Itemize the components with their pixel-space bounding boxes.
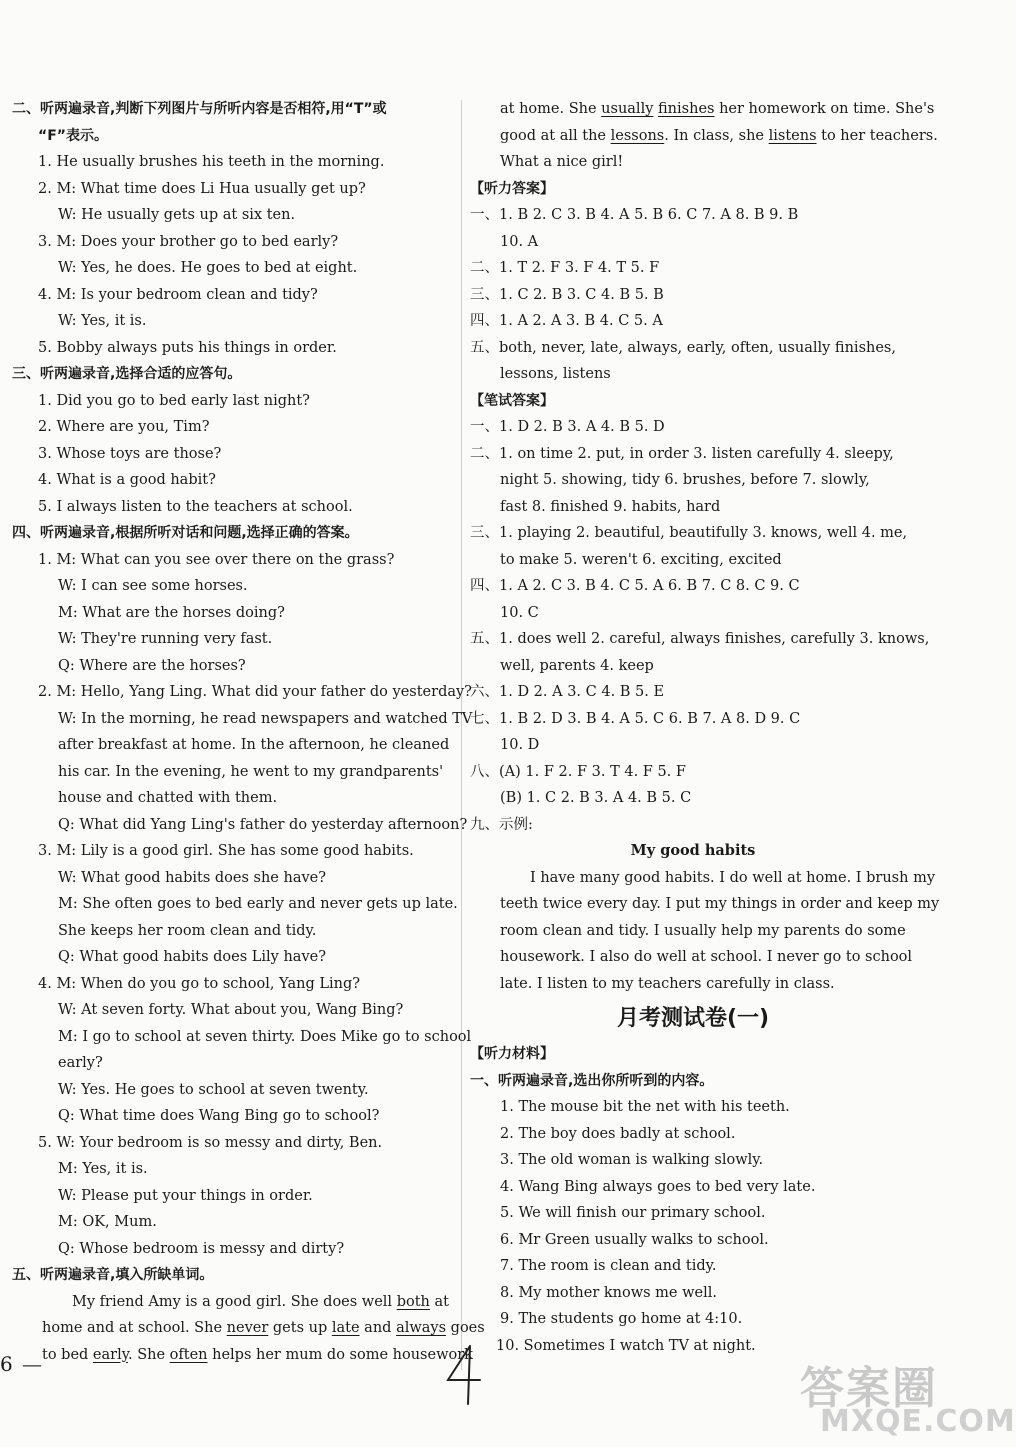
right-line: 7. The room is clean and tidy. xyxy=(500,1258,717,1274)
right-line: 【听力答案】 xyxy=(470,180,554,197)
right-line: 10. C xyxy=(500,604,539,621)
right-line: late. I listen to my teachers carefully in class. xyxy=(500,975,835,992)
right-line: 5. We will finish our primary school. xyxy=(500,1205,766,1221)
right-line: 4. Wang Bing always goes to bed very late. xyxy=(500,1178,816,1195)
text-segment: goes xyxy=(446,1320,485,1336)
right-line: My good habits xyxy=(630,842,756,859)
right-line: 一、1. D 2. B 3. A 4. B 5. D xyxy=(470,419,665,435)
left-line: Q: Where are the horses? xyxy=(58,657,246,674)
left-line: 1. Did you go to bed early last night? xyxy=(38,392,310,409)
right-line: 二、1. on time 2. put, in order 3. listen carefully 4. sleepy, xyxy=(470,445,894,462)
right-line: room clean and tidy. I usually help my parents do some xyxy=(500,922,906,939)
left-line: W: What good habits does she have? xyxy=(58,869,327,886)
right-line: teeth twice every day. I put my things in order and keep my xyxy=(500,896,940,912)
right-line: 四、1. A 2. A 3. B 4. C 5. A xyxy=(470,313,663,329)
left-line: 1. He usually brushes his teeth in the morning. xyxy=(38,154,385,170)
right-line: 【笔试答案】 xyxy=(470,392,554,409)
text-segment: . In class, she xyxy=(664,127,769,144)
left-line: 1. M: What can you see over there on the grass? xyxy=(38,551,395,568)
right-line: 1. The mouse bit the net with his teeth. xyxy=(500,1099,790,1115)
left-line xyxy=(12,1289,454,1316)
left-line: 4. What is a good habit? xyxy=(38,472,216,488)
right-line xyxy=(470,123,938,150)
left-line: Q: Whose bedroom is messy and dirty? xyxy=(58,1240,345,1257)
left-line: Q: What good habits does Lily have? xyxy=(58,949,326,965)
left-line: house and chatted with them. xyxy=(58,790,278,806)
left-line: W: Yes. He goes to school at seven twenty. xyxy=(58,1081,369,1098)
handwritten-mark-4 xyxy=(440,1340,490,1410)
page-number-dash: — xyxy=(22,1352,42,1376)
right-line: housework. I also do well at school. I never go to school xyxy=(500,949,913,965)
text-segment: and xyxy=(359,1320,397,1336)
left-line: W: In the morning, he read newspapers and watched TV xyxy=(58,710,473,727)
left-line: “F”表示。 xyxy=(38,127,108,144)
right-column xyxy=(470,96,940,1359)
watermark xyxy=(800,1352,1016,1442)
left-line: M: She often goes to bed early and never gets up late. xyxy=(58,896,458,912)
right-line: 10. D xyxy=(500,737,540,753)
right-line: 三、1. C 2. B 3. C 4. B 5. B xyxy=(470,286,664,303)
left-line xyxy=(12,1315,485,1342)
left-line: W: Yes, it is. xyxy=(58,313,147,329)
right-line: night 5. showing, tidy 6. brushes, before 7. slowly, xyxy=(500,472,870,488)
page-number: 6 xyxy=(0,1352,13,1376)
filled-blank-word: always xyxy=(396,1320,447,1336)
left-line: early? xyxy=(58,1055,103,1071)
right-line: 一、听两遍录音,选出你所听到的内容。 xyxy=(470,1072,714,1089)
left-line: W: At seven forty. What about you, Wang Bing? xyxy=(58,1002,404,1018)
right-line: 六、1. D 2. A 3. C 4. B 5. E xyxy=(470,684,665,700)
right-line: 八、(A) 1. F 2. F 3. T 4. F 5. F xyxy=(470,763,686,780)
left-line: 二、听两遍录音,判断下列图片与所听内容是否相符,用“T”或 xyxy=(12,101,387,117)
text-segment: home and at school. She xyxy=(42,1320,227,1336)
right-line: 6. Mr Green usually walks to school. xyxy=(500,1231,769,1248)
filled-blank-word: early xyxy=(92,1346,128,1363)
left-line: 5. W: Your bedroom is so messy and dirty, Ben. xyxy=(38,1134,383,1151)
right-line: What a nice girl! xyxy=(500,154,624,170)
text-segment: at xyxy=(429,1293,449,1310)
left-line: 5. I always listen to the teachers at school. xyxy=(38,498,353,515)
right-line: 九、示例: xyxy=(470,816,533,833)
right-line: to make 5. weren't 6. exciting, excited xyxy=(500,551,782,568)
left-line: M: Yes, it is. xyxy=(58,1161,148,1177)
left-line: 五、听两遍录音,填入所缺单词。 xyxy=(12,1267,214,1283)
text-segment: helps her mum do some housework xyxy=(207,1346,473,1363)
left-line: M: I go to school at seven thirty. Does Mike go to school xyxy=(58,1028,472,1045)
filled-blank-word: finishes xyxy=(658,101,715,117)
text-segment: at home. She xyxy=(500,101,602,117)
right-line: 10. Sometimes I watch TV at night. xyxy=(496,1337,756,1354)
filled-blank-word: often xyxy=(169,1346,208,1363)
text-segment: to bed xyxy=(42,1346,93,1363)
right-line: 10. A xyxy=(500,233,539,250)
left-line: after breakfast at home. In the afternoon, he cleaned xyxy=(58,737,450,753)
right-line: I have many good habits. I do well at home. I brush my xyxy=(530,869,936,886)
left-line: M: OK, Mum. xyxy=(58,1214,157,1230)
left-line: W: They're running very fast. xyxy=(58,631,273,647)
right-line: 五、1. does well 2. careful, always finishes, carefully 3. knows, xyxy=(470,631,930,647)
text-segment: to her teachers. xyxy=(816,127,938,144)
right-line xyxy=(470,96,935,123)
left-line: W: Yes, he does. He goes to bed at eight. xyxy=(58,260,358,276)
left-line: 3. Whose toys are those? xyxy=(38,445,222,462)
text-segment: My friend Amy is a good girl. She does well xyxy=(72,1293,397,1310)
left-line: 四、听两遍录音,根据所听对话和问题,选择正确的答案。 xyxy=(12,525,359,541)
filled-blank-word: lessons xyxy=(610,127,665,144)
right-line: 四、1. A 2. C 3. B 4. C 5. A 6. B 7. C 8. C 9. C xyxy=(470,578,800,594)
left-line: W: He usually gets up at six ten. xyxy=(58,207,296,223)
filled-blank-word: both xyxy=(396,1293,430,1310)
left-line: 4. M: When do you go to school, Yang Ling? xyxy=(38,975,361,992)
right-line: 七、1. B 2. D 3. B 4. A 5. C 6. B 7. A 8. D 9. C xyxy=(470,710,801,727)
left-column xyxy=(12,96,485,1368)
left-line: 4. M: Is your bedroom clean and tidy? xyxy=(38,286,318,303)
watermark-logo: 答案圈 xyxy=(800,1363,938,1414)
left-line: 5. Bobby always puts his things in order. xyxy=(38,339,337,356)
left-line: Q: What time does Wang Bing go to school? xyxy=(58,1108,380,1124)
right-line: 9. The students go home at 4:10. xyxy=(500,1311,743,1327)
right-line: (B) 1. C 2. B 3. A 4. B 5. C xyxy=(500,790,692,806)
right-line: 3. The old woman is walking slowly. xyxy=(500,1152,764,1168)
right-line: fast 8. finished 9. habits, hard xyxy=(500,498,721,515)
filled-blank-word: late xyxy=(331,1320,360,1336)
filled-blank-word: usually xyxy=(601,101,654,117)
left-line: W: Please put your things in order. xyxy=(58,1187,313,1204)
left-line xyxy=(12,1342,473,1369)
left-line: 三、听两遍录音,选择合适的应答句。 xyxy=(12,366,242,382)
right-line: 五、both, never, late, always, early, often, usually finishes, xyxy=(470,339,896,356)
right-line: 三、1. playing 2. beautiful, beautifully 3. knows, well 4. me, xyxy=(470,525,908,541)
right-line: 8. My mother knows me well. xyxy=(500,1284,717,1301)
left-line: 2. M: Hello, Yang Ling. What did your father do yesterday? xyxy=(38,684,472,700)
right-line: well, parents 4. keep xyxy=(500,657,654,674)
filled-blank-word: never xyxy=(226,1320,269,1336)
text-segment: her homework on time. She's xyxy=(714,101,935,117)
text-segment: good at all the xyxy=(500,127,611,144)
watermark-url: MXQE.COM xyxy=(820,1404,1016,1439)
left-line: 2. Where are you, Tim? xyxy=(38,419,210,435)
right-line: 二、1. T 2. F 3. F 4. T 5. F xyxy=(470,260,660,276)
text-segment: . She xyxy=(127,1346,170,1363)
left-line: his car. In the evening, he went to my grandparents' xyxy=(58,763,444,780)
left-line: She keeps her room clean and tidy. xyxy=(58,922,317,939)
filled-blank-word: listens xyxy=(768,127,817,144)
left-line: W: I can see some horses. xyxy=(58,578,248,594)
left-line: M: What are the horses doing? xyxy=(58,604,285,621)
column-divider xyxy=(461,100,462,1370)
left-line: 3. M: Lily is a good girl. She has some good habits. xyxy=(38,843,414,859)
right-line: 一、1. B 2. C 3. B 4. A 5. B 6. C 7. A 8. B 9. B xyxy=(470,207,799,223)
right-line: 【听力材料】 xyxy=(470,1046,554,1062)
right-line: 月考测试卷(一) xyxy=(616,1006,770,1031)
left-line: 2. M: What time does Li Hua usually get up? xyxy=(38,180,366,197)
left-line: 3. M: Does your brother go to bed early? xyxy=(38,233,339,250)
left-line: Q: What did Yang Ling's father do yesterday afternoon? xyxy=(58,816,468,833)
right-line: 2. The boy does badly at school. xyxy=(500,1125,736,1142)
text-segment: gets up xyxy=(268,1320,332,1336)
right-line: lessons, listens xyxy=(500,366,611,382)
